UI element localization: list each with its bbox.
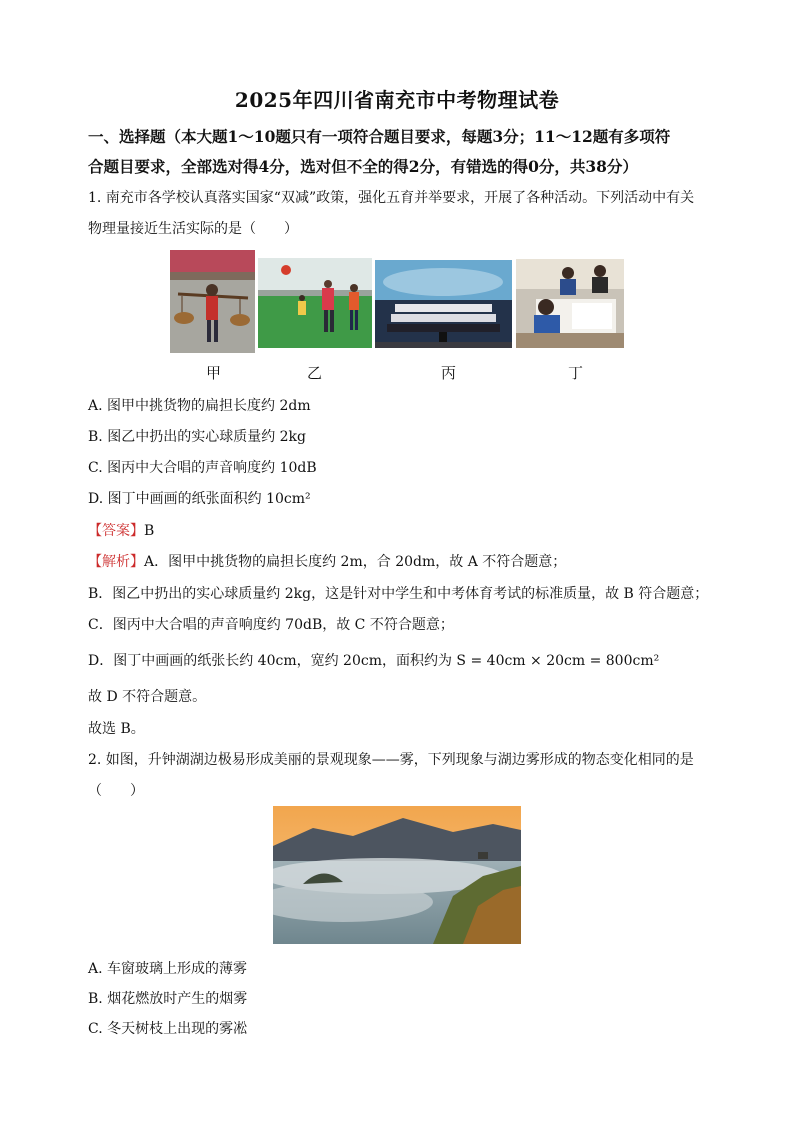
answer-tag: 【答案】 <box>88 523 144 539</box>
q1-analysis-line-4: D．图丁中画画的纸张长约 40cm，宽约 20cm，面积约为 S = 40cm × 20cm = 800cm² <box>88 653 660 669</box>
photo-yi-ball-throw <box>258 258 372 348</box>
section-heading-line-2: 合题目要求，全部选对得4分，选对但不全的得2分，有错选的得0分，共38分） <box>88 157 638 176</box>
analysis-text-a: A．图甲中挑货物的扁担长度约 2m，合 20dm，故 A 不符合题意； <box>144 554 567 570</box>
caption-yi: 乙 <box>307 364 323 382</box>
q2-stem-line-2: （ ） <box>88 783 144 799</box>
page-title: 2025年四川省南充市中考物理试卷 <box>234 88 560 112</box>
caption-bing: 丙 <box>441 364 457 382</box>
q1-option-a: A. 图甲中挑货物的扁担长度约 2dm <box>88 398 311 414</box>
q2-option-c: C. 冬天树枝上出现的雾凇 <box>88 1021 248 1037</box>
q1-analysis-line-3: C．图丙中大合唱的声音响度约 70dB，故 C 不符合题意； <box>88 617 454 633</box>
q2-option-b: B. 烟花燃放时产生的烟雾 <box>88 991 248 1007</box>
q1-analysis-line-6: 故选 B。 <box>88 721 145 737</box>
q1-option-b: B. 图乙中扔出的实心球质量约 2kg <box>88 429 306 445</box>
analysis-tag: 【解析】 <box>88 554 144 570</box>
q1-option-d: D. 图丁中画画的纸张面积约 10cm² <box>88 491 311 507</box>
caption-ding: 丁 <box>568 364 584 382</box>
photo-lake-fog <box>273 806 521 944</box>
caption-jia: 甲 <box>206 364 222 382</box>
q1-answer-line <box>88 520 154 540</box>
q1-option-c: C. 图丙中大合唱的声音响度约 10dB <box>88 460 317 476</box>
q1-analysis-line-5: 故 D 不符合题意。 <box>88 689 207 705</box>
section-heading-line-1: 一、选择题（本大题1～10题只有一项符合题目要求，每题3分；11～12题有多项符 <box>88 127 671 146</box>
q1-stem-line-1: 1. 南充市各学校认真落实国家“双减”政策，强化五育并举要求，开展了各种活动。下列活动中有关 <box>88 190 695 206</box>
answer-value: B <box>144 523 155 539</box>
photo-ding-drawing <box>516 259 624 348</box>
q2-option-a: A. 车窗玻璃上形成的薄雾 <box>88 961 248 977</box>
q1-stem-line-2: 物理量接近生活实际的是（ ） <box>88 221 298 237</box>
q2-stem-line-1: 2. 如图，升钟湖湖边极易形成美丽的景观现象——雾，下列现象与湖边雾形成的物态变化相同的是 <box>88 752 694 768</box>
q1-analysis-line-2: B．图乙中扔出的实心球质量约 2kg，这是针对中学生和中考体育考试的标准质量，故 B 符合题意； <box>88 586 709 602</box>
q1-analysis-line-1 <box>88 551 566 571</box>
photo-jia-carrying-pole <box>170 250 255 353</box>
photo-bing-chorus <box>375 260 512 348</box>
